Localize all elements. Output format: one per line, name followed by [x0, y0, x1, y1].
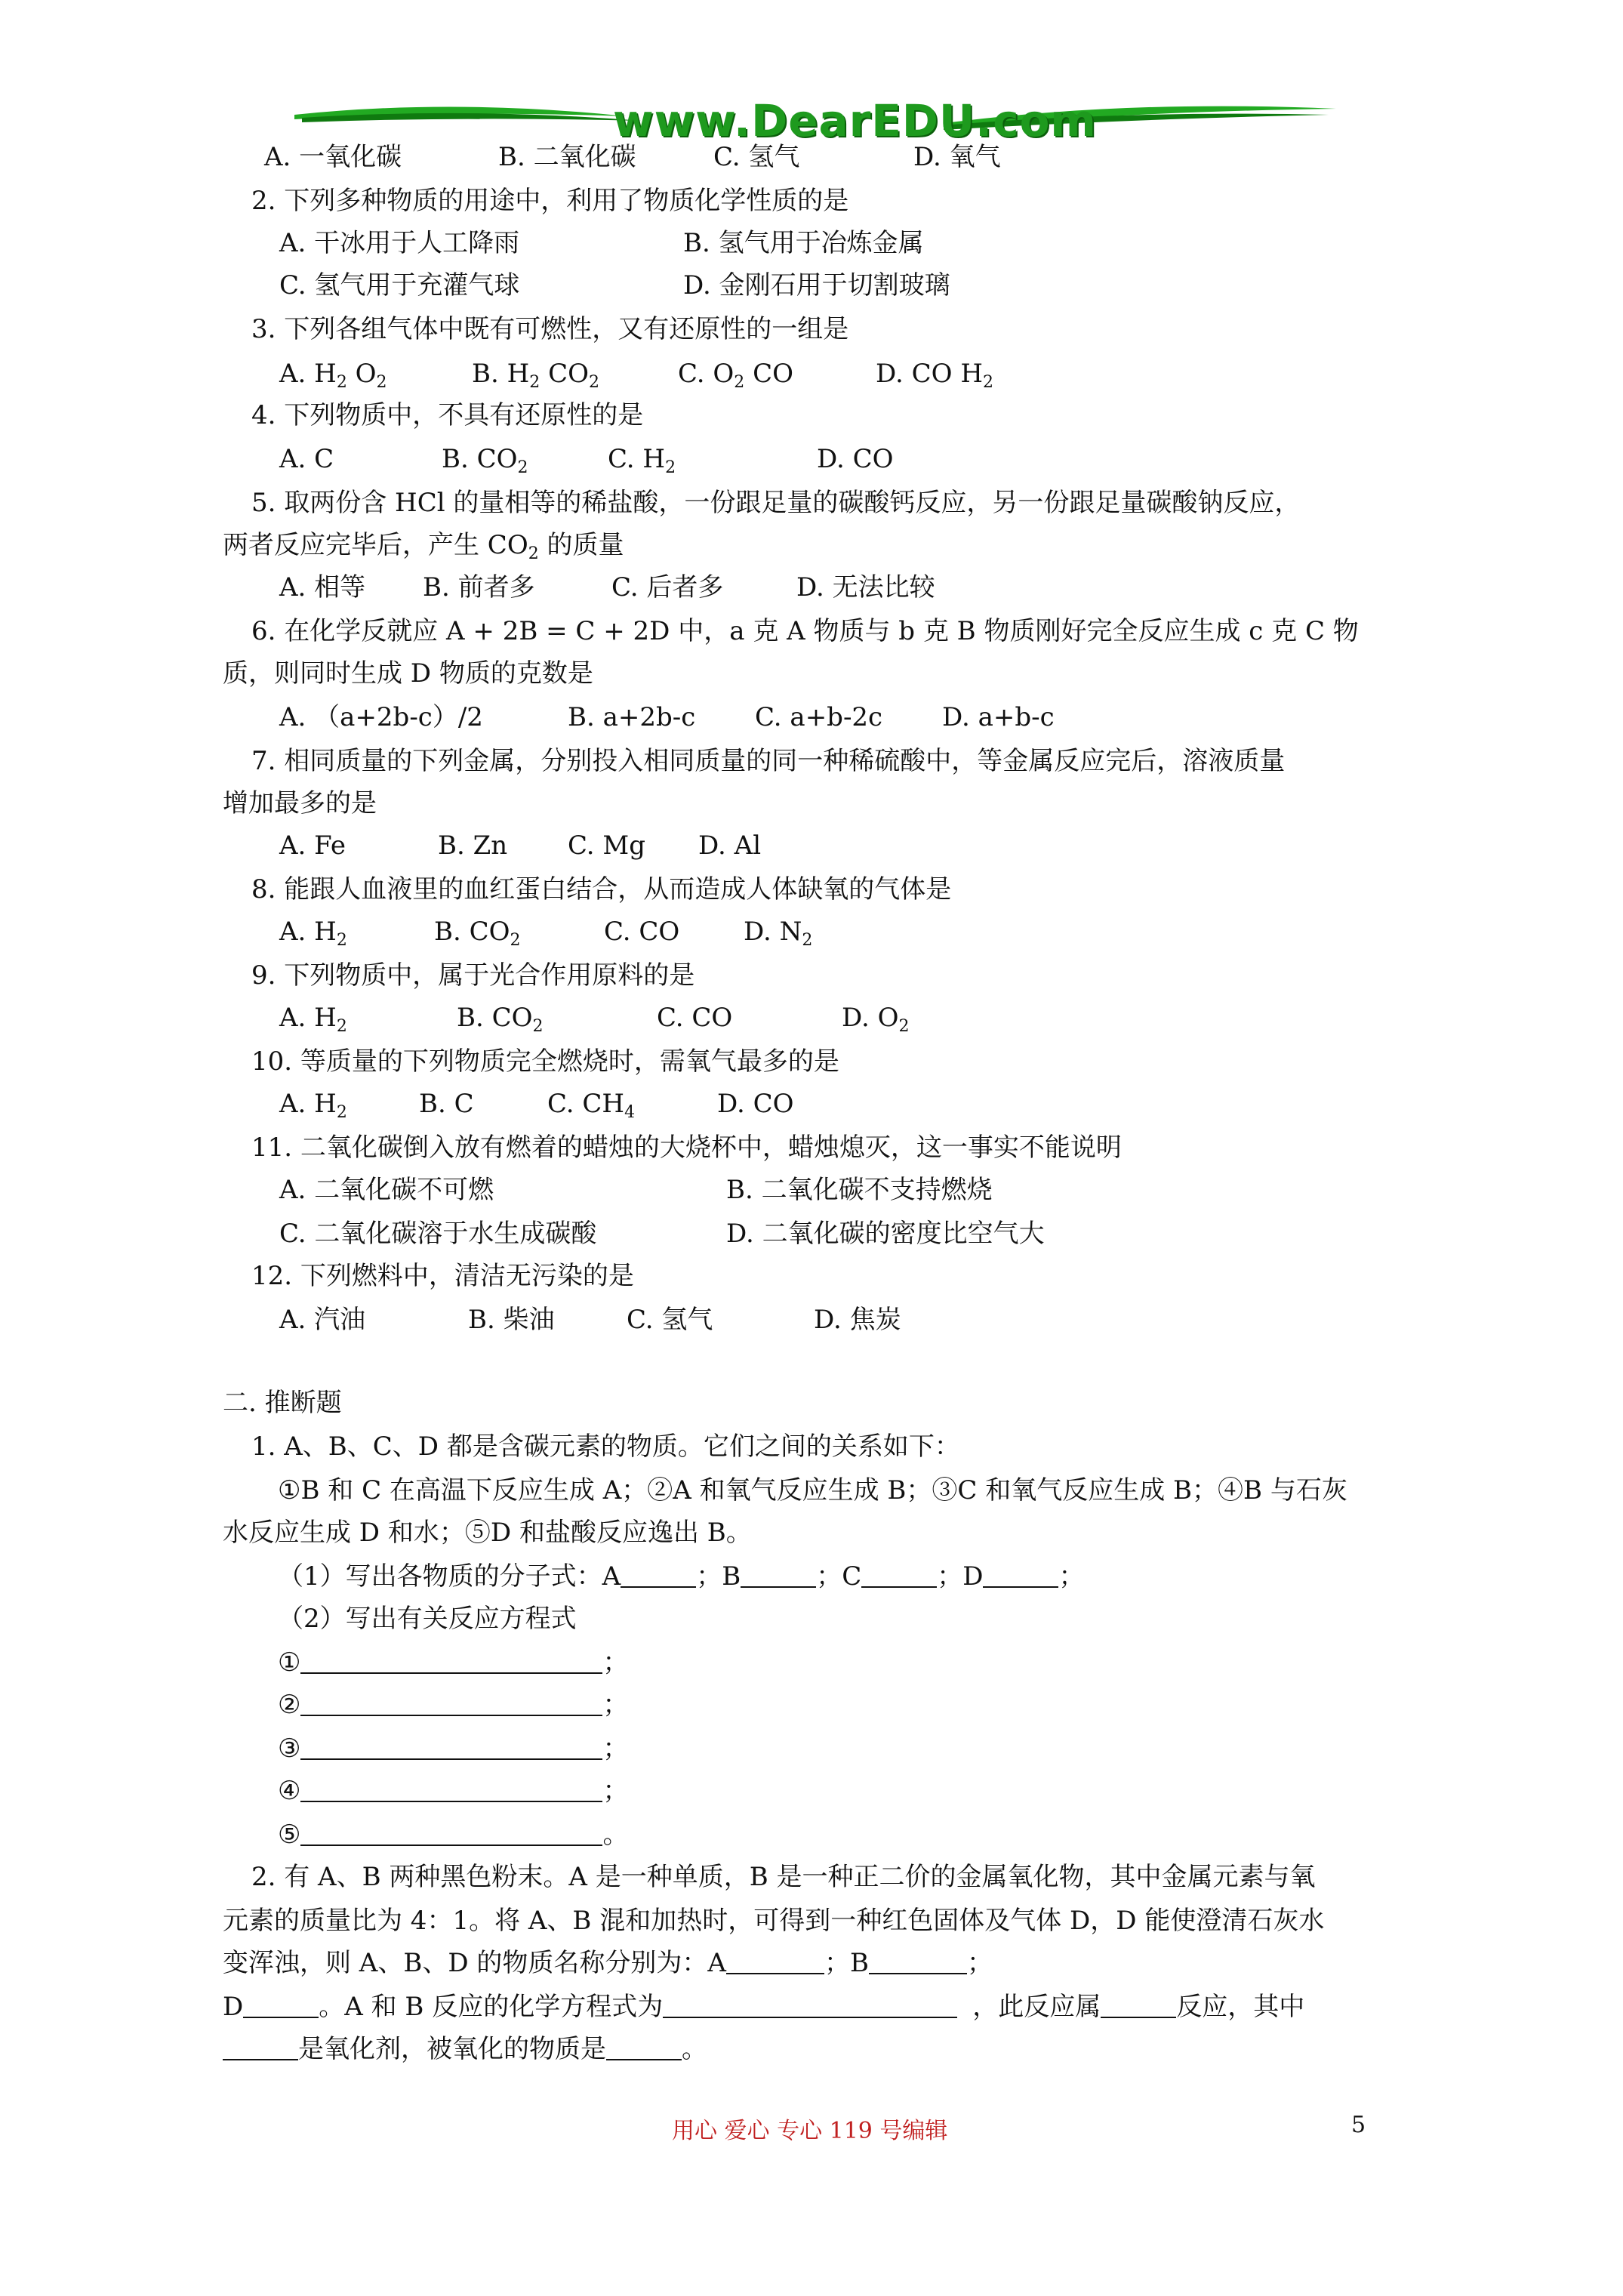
problem-2-line1: 2. 有 A、B 两种黑色粉末。A 是一种单质，B 是一种正二价的金属氧化物，其中金属元素与氧 — [251, 1862, 1316, 1892]
q11-option-d: D. 二氧化碳的密度比空气大 — [726, 1219, 1045, 1249]
q12-option-a: A. 汽油 — [279, 1305, 366, 1335]
question-8-stem: 8. 能跟人血液里的血红蛋白结合，从而造成人体缺氧的气体是 — [251, 874, 952, 905]
q4-option-b: B. $CO_2$ — [442, 444, 528, 477]
q8-option-d: D. $N_2$ — [744, 917, 813, 950]
p2-blank-a[interactable] — [726, 1949, 824, 1974]
q10-option-b: B. C — [419, 1089, 474, 1119]
q11-option-c: C. 二氧化碳溶于水生成碳酸 — [279, 1219, 597, 1249]
equation-blank-4[interactable] — [300, 1777, 602, 1802]
q5-option-c: C. 后者多 — [611, 572, 724, 603]
equation-blank-3[interactable] — [300, 1734, 602, 1760]
site-brand-logo: www.DearEDU.com — [613, 95, 1097, 146]
question-4-stem: 4. 下列物质中，不具有还原性的是 — [251, 400, 644, 430]
q12-option-d: D. 焦炭 — [814, 1305, 901, 1335]
q1-option-a: A. 一氧化碳 — [264, 142, 402, 172]
equation-line-4: ④ ； — [278, 1776, 629, 1806]
equation-blank-2[interactable] — [300, 1690, 602, 1716]
question-6-stem-line1: 6. 在化学反就应 A + 2B = C + 2D 中，a 克 A 物质与 b 克 B 物质刚好完全反应生成 c 克 C 物 — [251, 616, 1359, 646]
site-header-banner — [287, 85, 1344, 153]
q7-option-d: D. Al — [698, 831, 762, 861]
q2-option-c: C. 氢气用于充灌气球 — [279, 270, 520, 300]
question-11-stem: 11. 二氧化碳倒入放有燃着的蜡烛的大烧杯中，蜡烛熄灭，这一事实不能说明 — [251, 1133, 1122, 1163]
q7-option-c: C. Mg — [568, 831, 645, 861]
question-5-stem-line2: 两者反应完毕后，产生 $CO_2$ 的质量 — [223, 530, 624, 563]
problem-2-line4: D 。A 和 B 反应的化学方程式为 ，此反应属 反应，其中 — [223, 1992, 1305, 2022]
q7-option-b: B. Zn — [438, 831, 508, 861]
q10-option-c: C. $CH_4$ — [547, 1089, 636, 1122]
q8-option-b: B. $CO_2$ — [434, 917, 521, 950]
q2-option-d: D. 金刚石用于切割玻璃 — [683, 270, 950, 300]
question-3-stem: 3. 下列各组气体中既有可燃性，又有还原性的一组是 — [251, 314, 849, 344]
equation-line-3: ③ ； — [278, 1734, 629, 1764]
q5-option-b: B. 前者多 — [423, 572, 535, 603]
q9-option-a: A. $H_2$ — [279, 1003, 347, 1036]
problem-1-sub2-label: （2）写出有关反应方程式 — [278, 1604, 577, 1634]
p2-blank-oxidized[interactable] — [606, 2035, 682, 2060]
q8-option-a: A. $H_2$ — [279, 917, 347, 950]
q4-option-c: C. $H_2$ — [608, 444, 676, 477]
q12-option-c: C. 氢气 — [627, 1305, 713, 1335]
q3-option-a: A. $H_2$ $O_2$ — [279, 359, 387, 392]
answer-blank-b[interactable] — [741, 1562, 816, 1588]
section-2-title: 二. 推断题 — [223, 1388, 342, 1418]
q3-option-d: D. CO $H_2$ — [876, 359, 994, 392]
equation-line-2: ② ； — [278, 1690, 629, 1720]
question-12-stem: 12. 下列燃料中，清洁无污染的是 — [251, 1261, 634, 1291]
problem-1-stem: 1. A、B、C、D 都是含碳元素的物质。它们之间的关系如下： — [251, 1432, 960, 1462]
question-7-stem-line1: 7. 相同质量的下列金属，分别投入相同质量的同一种稀硫酸中，等金属反应完后，溶液质量 — [251, 746, 1286, 776]
problem-2-line5: 是氧化剂，被氧化的物质是 。 — [223, 2034, 707, 2064]
question-6-stem-line2: 质，则同时生成 D 物质的克数是 — [223, 658, 593, 689]
q12-option-b: B. 柴油 — [468, 1305, 555, 1335]
equation-blank-1[interactable] — [300, 1648, 602, 1674]
question-10-stem: 10. 等质量的下列物质完全燃烧时，需氧气最多的是 — [251, 1046, 839, 1077]
q11-option-a: A. 二氧化碳不可燃 — [279, 1175, 494, 1205]
q6-option-b: B. a+2b-c — [568, 702, 696, 732]
q1-option-c: C. 氢气 — [713, 142, 800, 172]
question-2-stem: 2. 下列多种物质的用途中，利用了物质化学性质的是 — [251, 186, 849, 216]
q2-option-a: A. 干冰用于人工降雨 — [279, 228, 520, 258]
answer-blank-a[interactable] — [621, 1562, 696, 1588]
q6-option-c: C. a+b-2c — [755, 702, 883, 732]
q8-option-c: C. CO — [604, 917, 680, 947]
p2-blank-equation[interactable] — [663, 1992, 957, 2018]
q3-option-b: B. $H_2$ $CO_2$ — [472, 359, 599, 392]
q11-option-b: B. 二氧化碳不支持燃烧 — [726, 1175, 993, 1205]
question-7-stem-line2: 增加最多的是 — [223, 788, 377, 818]
p2-blank-reaction-type[interactable] — [1101, 1992, 1176, 2018]
problem-2-line2: 元素的质量比为 4：1。将 A、B 混和加热时，可得到一种红色固体及气体 D，D 能使澄清石灰水 — [223, 1906, 1325, 1936]
q4-option-d: D. CO — [817, 444, 894, 474]
q2-option-b: B. 氢气用于冶炼金属 — [683, 228, 924, 258]
q5-option-a: A. 相等 — [279, 572, 366, 603]
q9-option-d: D. $O_2$ — [842, 1003, 910, 1036]
footer-editor-note: 用心 爱心 专心 119 号编辑 — [672, 2118, 948, 2144]
q9-option-c: C. CO — [657, 1003, 733, 1033]
p2-blank-oxidizer[interactable] — [223, 2035, 298, 2060]
answer-blank-d[interactable] — [983, 1562, 1058, 1588]
equation-blank-5[interactable] — [300, 1820, 602, 1846]
q1-option-b: B. 二氧化碳 — [498, 142, 636, 172]
q6-option-a: A. （a+2b-c）/2 — [279, 702, 483, 732]
page-number: 5 — [1351, 2112, 1366, 2138]
q6-option-d: D. a+b-c — [942, 702, 1055, 732]
problem-1-conditions-line1: ①B 和 C 在高温下反应生成 A；②A 和氧气反应生成 B；③C 和氧气反应生成 B；④B 与石灰 — [278, 1475, 1347, 1505]
p2-blank-d[interactable] — [243, 1992, 319, 2018]
q10-option-d: D. CO — [717, 1089, 794, 1119]
q3-option-c: C. $O_2$ CO — [678, 359, 793, 392]
q5-option-d: D. 无法比较 — [796, 572, 935, 603]
q10-option-a: A. $H_2$ — [279, 1089, 347, 1122]
problem-2-line3: 变浑浊，则 A、B、D 的物质名称分别为：A ；B ； — [223, 1948, 993, 1978]
problem-1-formula-row: （1）写出各物质的分子式：A ；B ；C ；D ； — [278, 1561, 1085, 1592]
q1-option-d: D. 氧气 — [913, 142, 1001, 172]
equation-line-1: ① ； — [278, 1647, 629, 1678]
equation-line-5: ⑤ 。 — [278, 1820, 629, 1850]
question-9-stem: 9. 下列物质中，属于光合作用原料的是 — [251, 960, 695, 991]
answer-blank-c[interactable] — [861, 1562, 937, 1588]
p2-blank-b[interactable] — [869, 1949, 967, 1974]
q7-option-a: A. Fe — [279, 831, 346, 861]
q9-option-b: B. $CO_2$ — [457, 1003, 544, 1036]
problem-1-conditions-line2: 水反应生成 D 和水；⑤D 和盐酸反应逸出 B。 — [223, 1518, 752, 1548]
q4-option-a: A. C — [279, 444, 334, 474]
question-5-stem-line1: 5. 取两份含 HCl 的量相等的稀盐酸，一份跟足量的碳酸钙反应，另一份跟足量碳酸钠反应， — [251, 488, 1301, 518]
problem-1-sub1-label: （1）写出各物质的分子式： — [278, 1561, 602, 1592]
